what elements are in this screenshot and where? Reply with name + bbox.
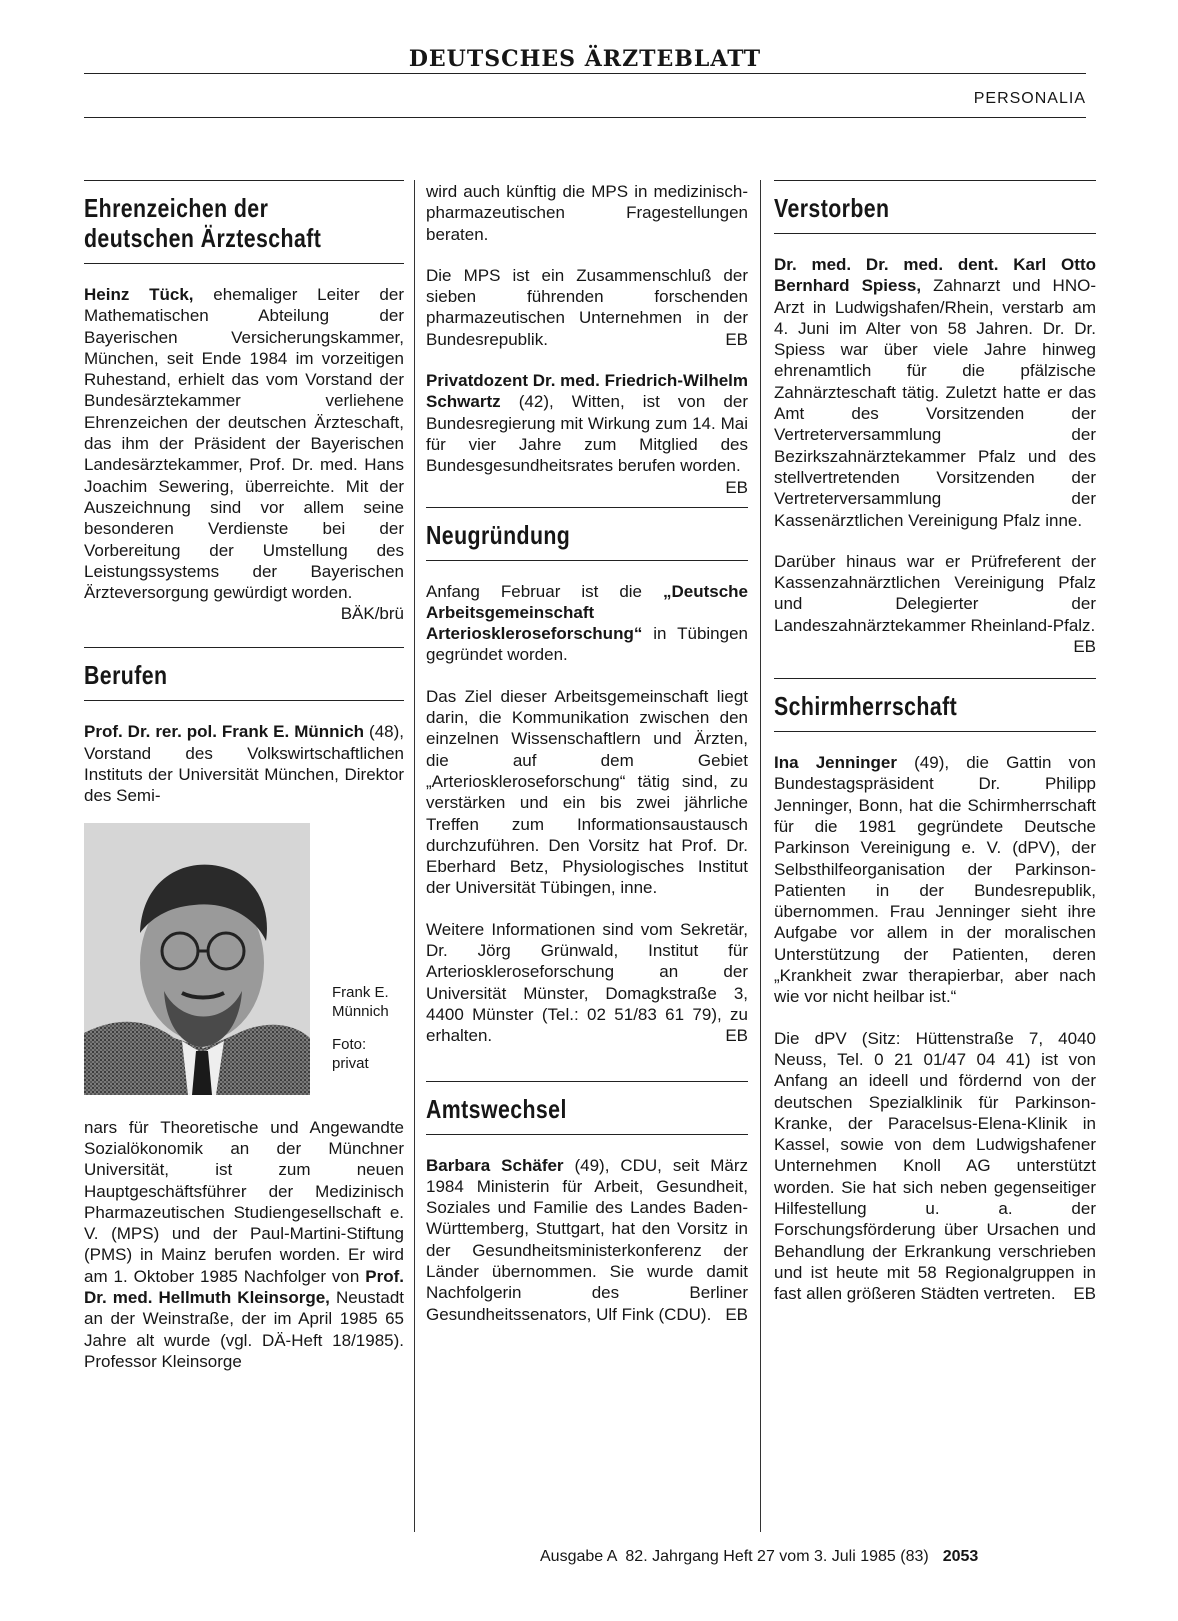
article-text: Die MPS ist ein Zusammenschluß der sieben führenden forschenden pharmazeutischen Unternehmen in der Bundesrepublik. [426, 265, 748, 349]
person-name: Privatdozent Dr. med. Friedrich-Wilhelm Schwartz [426, 371, 748, 412]
portrait-image [84, 823, 310, 1095]
section-rule [84, 647, 404, 648]
page-number: 2053 [942, 1548, 979, 1565]
article-text: Neustadt an der Weinstraße, der im April 1985 65 Jahre alt wurde (vgl. DÄ-Heft 18/1985). Professor Kleinsorge [84, 1288, 405, 1371]
page-footer [540, 1548, 978, 1566]
caption-credit: Foto: privat [332, 1035, 369, 1072]
article-mps [426, 265, 748, 350]
section-label: PERSONALIA [973, 90, 1086, 107]
section-rule [426, 1081, 748, 1082]
section-rule [426, 560, 748, 561]
portrait-figure [84, 823, 404, 1103]
column-divider-2 [760, 180, 761, 1532]
person-name: Prof. Dr. rer. pol. Frank E. Münnich [84, 722, 365, 742]
heading-ehrenzeichen [84, 193, 346, 253]
heading-verstorben: Verstorben [774, 193, 890, 223]
article-text: Die dPV (Sitz: Hüttenstraße 7, 4040 Neuss, Tel. 0 21 01/47 04 41) ist von Anfang an ideell und fördernd von der deutschen Spezialklinik für Parkinson-Kranke, der Paracelsus-Elena-Klinik in Kassel, sowie von dem Ludwigshafener Unternehmen Knoll AG unterstützt worden. Sie hat sich neben gegenseitiger Hilfestellung u. a. der Forschungsförderung über Ursachen und Behandlung der Erkrankung verschrieben und ist heute mit 58 Regionalgruppen in fast allen größeren Städten vertreten. [774, 1028, 1096, 1304]
article-text: Weitere Informationen sind vom Sekretär, Dr. Jörg Grünwald, Institut für Arterioskleroseforschung an der Universität Münster, Domagkstraße 3, 4400 Münster (Tel.: 02 51/83 61 79), zu erhalten. [426, 919, 748, 1046]
author-sign: EB [725, 329, 748, 349]
author-sign: EB [725, 477, 748, 497]
section-rule [84, 180, 404, 181]
portrait-photo [84, 823, 310, 1095]
person-name: Prof. Dr. med. Hellmuth Kleinsorge, [84, 1266, 404, 1308]
article-text: wird auch künftig die MPS in medizinisch-pharmazeutischen Fragestellungen beraten. [426, 182, 748, 244]
article-berufen-continued [84, 1117, 404, 1373]
article-text: nars für Theoretische und Angewandte Sozialökonomik an der Münchner Universität, ist zum neuen Hauptgeschäftsführer der Medizinisch Pharmazeutischen Studiengesellschaft e. V. (MPS) und der Paul-Martini-Stiftung (PMS) in Mainz berufen worden. Er wird am 1. Oktober 1985 Nachfolger von [84, 1117, 404, 1286]
article-text: (49), die Gattin von Bundestagspräsident Dr. Philipp Jenninger, Bonn, hat die Schirmherrschaft für die 1981 gegründete Deutsche Parkinson Vereinigung e. V. (dPV), der Selbsthilfeorganisation der Parkinson-Patienten in der Bundesrepublik, übernommen. Frau Jenninger sieht ihre Aufgabe vor allem in der moralischen Unterstützung der Patienten, deren „Krankheit zwar therapierbar, aber nach wie vor nicht heilbar ist.“ [774, 753, 1096, 1007]
section-rule [84, 700, 404, 701]
section-rule [426, 507, 748, 508]
article-berufen [84, 721, 404, 806]
article-ehrenzeichen [84, 284, 405, 624]
section-rule [774, 233, 1096, 234]
article-text: ehemaliger Leiter der Mathematischen Abteilung der Bayerischen Versicherungskammer, München, seit Ende 1984 im vorzeitigen Ruhestand, erhielt das vom Vorstand der Bundesärztekammer verliehene Ehrenzeichen der deutschen Ärzteschaft, das ihm der Präsident der Bayerischen Landesärztekammer, Prof. Dr. med. Hans Joachim Sewering, überreichte. Mit der Auszeichnung sind vor allem seine besonderen Verdienste bei der Vorbereitung der Umstellung des Leistungssystems der Bayerischen Ärzteversorgung gewürdigt worden. [84, 285, 405, 603]
column-1 [84, 180, 404, 1372]
column-divider-1 [414, 180, 415, 1532]
masthead-rule [84, 73, 1086, 74]
article-dpv [774, 1028, 1096, 1305]
caption-name: Frank E. Münnich [332, 983, 389, 1020]
author-sign: EB [725, 1304, 748, 1324]
article-text: (42), Witten, ist von der Bundesregierung mit Wirkung zum 14. Mai für vier Jahre zum Mitglied des Bundesgesundheitsrates berufen worden. [426, 392, 748, 476]
heading-schirmherrschaft: Schirmherrschaft [774, 691, 958, 722]
heading-berufen: Berufen [84, 660, 168, 691]
heading-line-2: deutschen Ärzteschaft [84, 223, 322, 253]
person-name: Heinz Tück, [84, 285, 194, 304]
heading-line-1: Ehrenzeichen der [84, 193, 269, 223]
article-text: Anfang Februar ist die [426, 581, 663, 601]
article-text: (49), CDU, seit März 1984 Ministerin für Arbeit, Gesundheit, Soziales und Familie des Landes Baden-Württemberg, Stuttgart, hat den Vorsitz in der Gesundheitsministerkonferenz der Länder übernommen. Sie wurde damit Nachfolgerin des Berliner Gesundheitssenators, Ulf Fink (CDU). [426, 1155, 748, 1324]
article-schirmherrschaft [774, 752, 1096, 1008]
column-2 [426, 181, 748, 1325]
section-rule [774, 731, 1096, 732]
article-neugruendung [426, 581, 748, 666]
author-sign: EB [1073, 637, 1096, 657]
article-text: (48), Vorstand des Volkswirtschaftlichen Instituts der Universität München, Direktor des Semi- [84, 722, 404, 806]
article-text: Das Ziel dieser Arbeitsgemeinschaft liegt darin, die Kommunikation zwischen den einzelnen Wissenschaftlern und Ärzten, die auf dem Gebiet „Arterioskleroseforschung“ tätig sind, zu verstärken und ein bis zwei jährliche Treffen zum Informationsaustausch durchzuführen. Den Vorsitz hat Prof. Dr. Eberhard Betz, Physiologisches Institut der Universität Tübingen, inne. [426, 686, 748, 898]
author-sign: EB [1073, 1284, 1096, 1304]
author-sign: BÄK/brü [340, 604, 404, 624]
organization-name: „Deutsche Arbeitsgemeinschaft Arterioskleroseforschung“ [426, 581, 748, 644]
section-rule [774, 180, 1096, 181]
section-rule [84, 263, 404, 264]
article-text: Zahnarzt und HNO-Arzt in Ludwigshafen/Rhein, verstarb am 4. Juni im Alter von 58 Jahren. Dr. Dr. Spiess war über viele Jahre hinweg ehrenamtlich für die pfälzische Zahnärzteschaft tätig. Zuletzt hatte er das Amt des Vorsitzenden der Vertreterversammlung der Bezirkszahnärztekammer Pfalz und des stellvertretenden Vorsitzenden der Vertreterversammlung der Kassenärztlichen Vereinigung Pfalz inne. [774, 276, 1096, 530]
photo-caption [332, 983, 402, 1087]
section-rule [774, 678, 1096, 679]
person-name: Dr. med. Dr. med. dent. Karl Otto Bernhard Spiess, [774, 255, 1096, 296]
heading-neugruendung: Neugründung [426, 519, 571, 550]
masthead: DEUTSCHES ÄRZTEBLATT [408, 46, 762, 72]
article-contact [426, 919, 748, 1047]
article-text: Darüber hinaus war er Prüfreferent der Kassenzahnärztlichen Vereinigung Pfalz und Delegierter der Landeszahnärztekammer Rheinland-Pfalz. [774, 551, 1096, 635]
column-3 [774, 180, 1096, 1304]
article-amtswechsel [426, 1155, 748, 1325]
article-text: in Tübingen gegründet worden. [426, 624, 748, 665]
author-sign: EB [725, 1026, 748, 1046]
article-verstorben [774, 254, 1096, 531]
article-schwartz [426, 370, 748, 497]
issue-info: Ausgabe A 82. Jahrgang Heft 27 vom 3. Juli 1985 (83) [540, 1548, 929, 1565]
person-name: Barbara Schäfer [426, 1155, 564, 1175]
section-rule [426, 1134, 748, 1135]
heading-amtswechsel: Amtswechsel [426, 1093, 567, 1124]
header-rule [84, 117, 1086, 118]
article-verstorben-2 [774, 551, 1096, 657]
person-name: Ina Jenninger [774, 753, 897, 773]
